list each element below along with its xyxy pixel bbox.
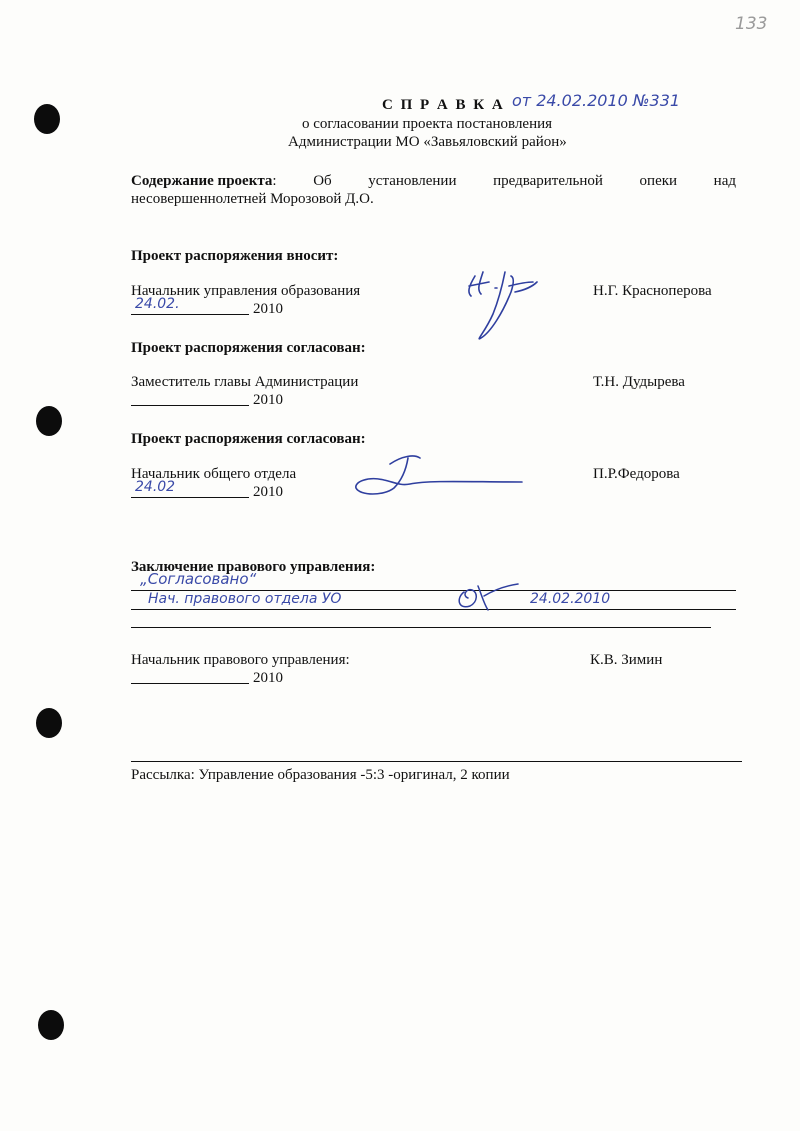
signatory-name: Н.Г. Красноперова [593,283,712,299]
content-label: Содержание проекта [131,173,273,189]
handwritten-date: 24.02. [135,296,180,312]
handwritten-date: 24.02 [135,479,176,495]
section-heading: Проект распоряжения согласован: [131,431,366,447]
page-number: 133 [735,14,768,34]
year: 2010 [253,392,283,408]
year: 2010 [253,484,283,500]
position-title: Начальник управления образования [131,283,361,299]
section-heading: Проект распоряжения согласован: [131,340,366,356]
signatory-name: К.В. Зимин [590,652,663,668]
subtitle-line-2: Администрации МО «Завьяловский район» [288,134,567,150]
date-line [131,296,301,318]
position-title: Заместитель главы Администрации [131,374,359,390]
punch-hole [36,708,62,738]
handwritten-approval: „Согласовано“ [140,570,257,588]
signature [455,262,555,346]
subtitle-line-1: о согласовании проекта постановления [302,116,553,132]
content-text-2: несовершеннолетней Морозовой Д.О. [131,191,374,207]
section-heading: Заключение правового управления: [131,559,376,575]
signatory-name: Т.Н. Дудырева [593,374,685,390]
date-line [131,669,301,687]
year: 2010 [253,301,283,317]
signature [350,450,530,500]
punch-hole [34,104,60,134]
signature [448,578,528,614]
position-title: Начальник правового управления: [131,652,350,668]
conclusion-line [131,609,736,610]
date-line [131,391,301,409]
content-line-1 [131,172,736,190]
punch-hole [36,406,62,436]
handwritten-position: Нач. правового отдела УО [148,591,342,607]
handwritten-date: 24.02.2010 [530,591,611,607]
position-title: Начальник общего отдела [131,466,297,482]
content-text-1: : Об установлении предварительной опеки над [272,173,736,189]
signatory-name: П.Р.Федорова [593,466,680,482]
section-heading: Проект распоряжения вносит: [131,248,339,264]
handwritten-reference: от 24.02.2010 №331 [512,91,681,110]
conclusion-line [131,627,711,628]
year: 2010 [253,670,283,686]
punch-hole [38,1010,64,1040]
date-line [131,479,301,501]
distribution-list: Рассылка: Управление образования -5:3 -оригинал, 2 копии [131,767,510,783]
document-title: С П Р А В К А [382,97,505,113]
footer-divider [131,761,742,762]
